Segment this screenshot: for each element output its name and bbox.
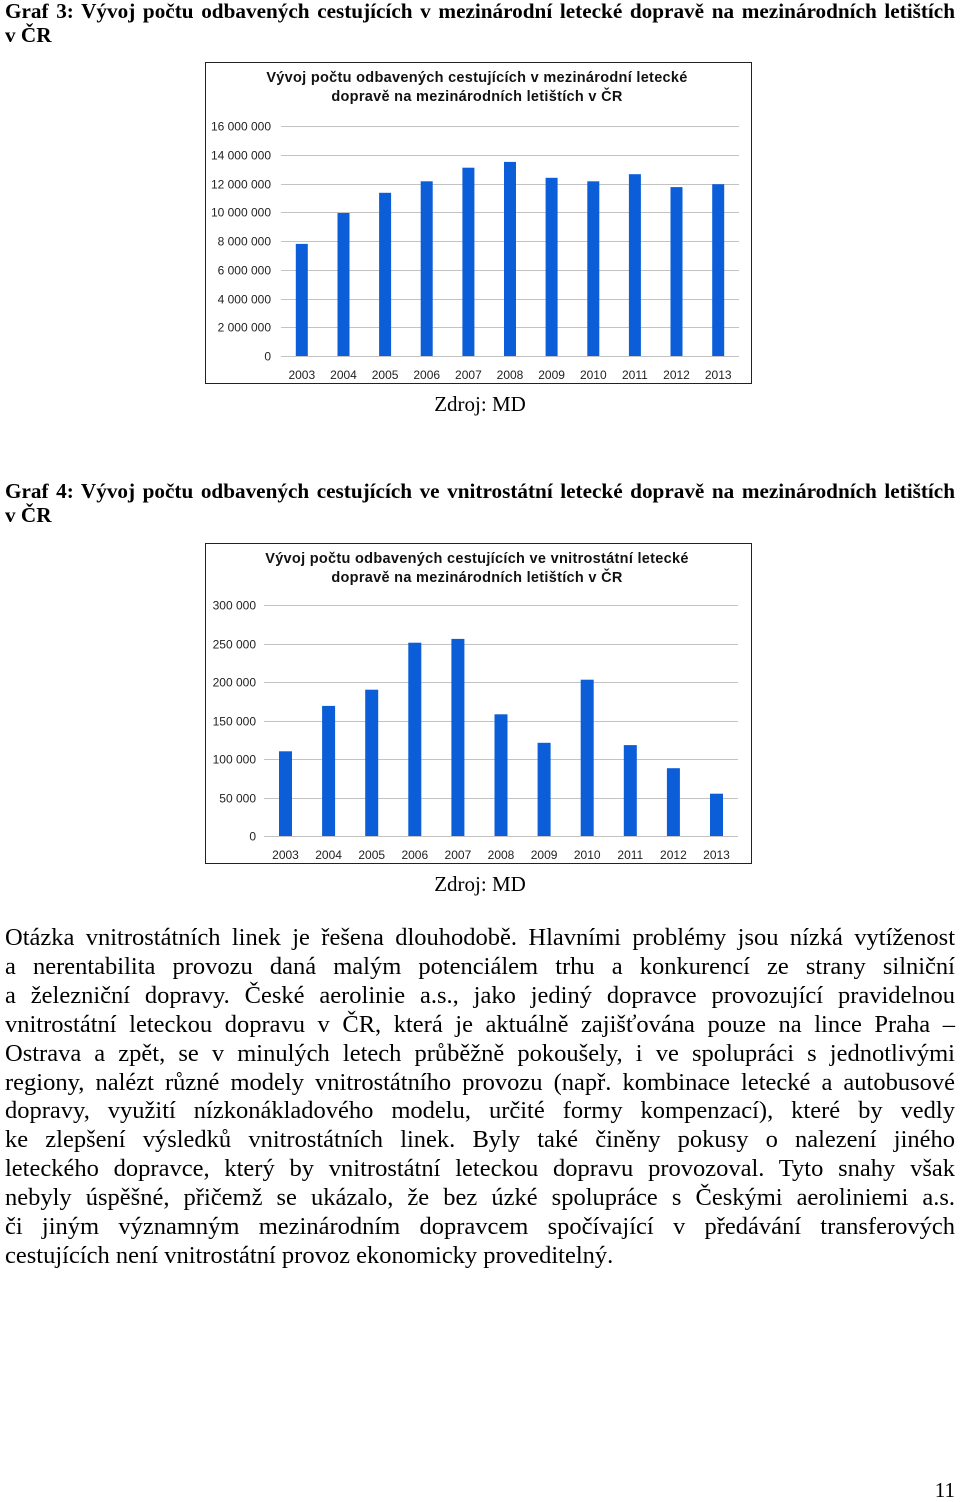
x-tick-label: 2012 <box>660 848 687 862</box>
x-tick-label: 2013 <box>703 848 730 862</box>
x-tick-label: 2008 <box>496 368 524 382</box>
bar-2012 <box>667 768 680 836</box>
x-tick-label: 2008 <box>487 848 515 862</box>
y-tick-label: 10 000 000 <box>210 205 271 220</box>
bar-2010 <box>581 680 594 836</box>
bar-2013 <box>712 184 724 356</box>
bar-2004 <box>338 213 350 356</box>
bar-2011 <box>629 174 641 356</box>
heading-line: Graf 4: Vývoj počtu odbavených cestujících ve vnitrostátní letecké dopravě na mezinárodních letištích <box>5 479 955 503</box>
body-line: Ostrava a zpět, se v minulých letech průběžně pokoušely, i ve spolupráci s jednotlivými <box>5 1039 955 1067</box>
y-tick-label: 50 000 <box>219 791 256 806</box>
body-line: vnitrostátní leteckou dopravu v ČR, která je aktuálně zajišťována pouze na lince Praha – <box>5 1010 955 1038</box>
bar-chart-plot <box>206 63 751 383</box>
y-tick-label: 8 000 000 <box>217 234 271 249</box>
figure-4-heading <box>5 479 955 527</box>
bar-2004 <box>322 706 335 836</box>
page-number: 11 <box>934 1478 955 1502</box>
bars <box>279 639 723 836</box>
bar-2005 <box>365 690 378 836</box>
bar-2003 <box>279 751 292 836</box>
body-line: a železniční dopravy. České aerolinie a.s., jako jediný dopravce provozující pravidelnou <box>5 981 955 1009</box>
y-tick-label: 100 000 <box>212 752 256 767</box>
bar-2007 <box>462 168 474 356</box>
heading-line: v ČR <box>5 23 52 47</box>
heading-line: v ČR <box>5 503 52 527</box>
figure-3-source: Zdroj: MD <box>434 392 526 416</box>
x-tick-label: 2007 <box>444 848 472 862</box>
x-tick-label: 2005 <box>371 368 399 382</box>
heading-line: Graf 3: Vývoj počtu odbavených cestujících v mezinárodní letecké dopravě na mezinárodních letištích <box>5 0 955 23</box>
y-tick-label: 200 000 <box>212 675 256 690</box>
bar-2007 <box>451 639 464 836</box>
x-tick-label: 2005 <box>358 848 386 862</box>
body-line: či jiným významným mezinárodním dopravcem spočívající v předávání transferových <box>5 1213 955 1241</box>
bar-2003 <box>296 244 308 356</box>
x-tick-label: 2003 <box>288 368 316 382</box>
body-paragraph <box>5 924 955 1271</box>
y-tick-label: 2 000 000 <box>217 320 271 335</box>
bar-2010 <box>587 181 599 356</box>
y-tick-label: 250 000 <box>212 637 256 652</box>
y-tick-label: 150 000 <box>212 714 256 729</box>
body-line: dopravy, využití nízkonákladového modelu, určité formy kompenzací), které by vedly <box>5 1097 955 1125</box>
x-tick-label: 2003 <box>272 848 299 862</box>
x-tick-label: 2013 <box>704 368 732 382</box>
bar-2009 <box>538 743 551 836</box>
x-tick-label: 2007 <box>455 368 482 382</box>
x-tick-label: 2009 <box>530 848 558 862</box>
x-tick-label: 2009 <box>538 368 565 382</box>
body-line: a nerentabilita provozu daná malým potenciálem trhu a konkurencí ze strany silniční <box>5 952 955 980</box>
bar-2006 <box>421 181 433 356</box>
bar-2006 <box>408 643 421 836</box>
x-tick-label: 2004 <box>315 848 342 862</box>
y-tick-label: 300 000 <box>212 598 256 613</box>
bar-2008 <box>504 162 516 356</box>
y-tick-label: 0 <box>249 829 256 844</box>
bars <box>296 162 724 356</box>
x-tick-label: 2012 <box>663 368 690 382</box>
bar-2011 <box>624 745 637 836</box>
bar-2005 <box>379 193 391 356</box>
bar-2008 <box>495 714 508 836</box>
body-line: cestujících není vnitrostátní provoz ekonomicky proveditelný. <box>5 1241 614 1269</box>
x-tick-label: 2010 <box>573 848 601 862</box>
figure-3-heading <box>5 0 955 47</box>
y-tick-label: 12 000 000 <box>210 177 271 192</box>
y-tick-label: 4 000 000 <box>217 292 271 307</box>
chart-international-passengers <box>205 62 752 384</box>
x-tick-label: 2011 <box>621 368 648 382</box>
x-tick-label: 2011 <box>617 848 644 862</box>
bar-chart-plot <box>206 544 751 863</box>
x-tick-label: 2010 <box>579 368 607 382</box>
x-tick-label: 2006 <box>401 848 429 862</box>
body-line: leteckého dopravce, který by vnitrostátní leteckou dopravu provozoval. Tyto snahy však <box>5 1155 955 1183</box>
body-line: regiony, nalézt různé modely vnitrostátního provozu (např. kombinace letecké a autobusové <box>5 1068 955 1096</box>
bar-2013 <box>710 794 723 836</box>
x-tick-label: 2004 <box>330 368 357 382</box>
chart-title: Vývoj počtu odbavených cestujících ve vnitrostátní letecké dopravě na mezinárodních letištích v ČR <box>265 551 689 586</box>
y-tick-label: 6 000 000 <box>217 263 271 278</box>
bar-2012 <box>671 187 683 356</box>
y-tick-label: 14 000 000 <box>210 148 271 163</box>
y-tick-label: 16 000 000 <box>210 119 271 134</box>
y-tick-label: 0 <box>264 349 271 364</box>
x-tick-label: 2006 <box>413 368 441 382</box>
body-line: nebyly úspěšné, přičemž se ukázalo, že bez úzké spolupráce s Českými aeroliniemi a.s. <box>5 1184 955 1212</box>
body-line: Otázka vnitrostátních linek je řešena dlouhodobě. Hlavními problémy jsou nízká vytíženost <box>5 924 955 951</box>
bar-2009 <box>546 178 558 356</box>
figure-4-source: Zdroj: MD <box>434 872 526 896</box>
body-line: ke zlepšení výsledků vnitrostátních linek. Byly také činěny pokusy o nalezení jiného <box>5 1126 955 1154</box>
chart-title: Vývoj počtu odbavených cestujících v mezinárodní letecké dopravě na mezinárodních letištích v ČR <box>266 70 688 105</box>
chart-domestic-passengers <box>205 543 752 864</box>
